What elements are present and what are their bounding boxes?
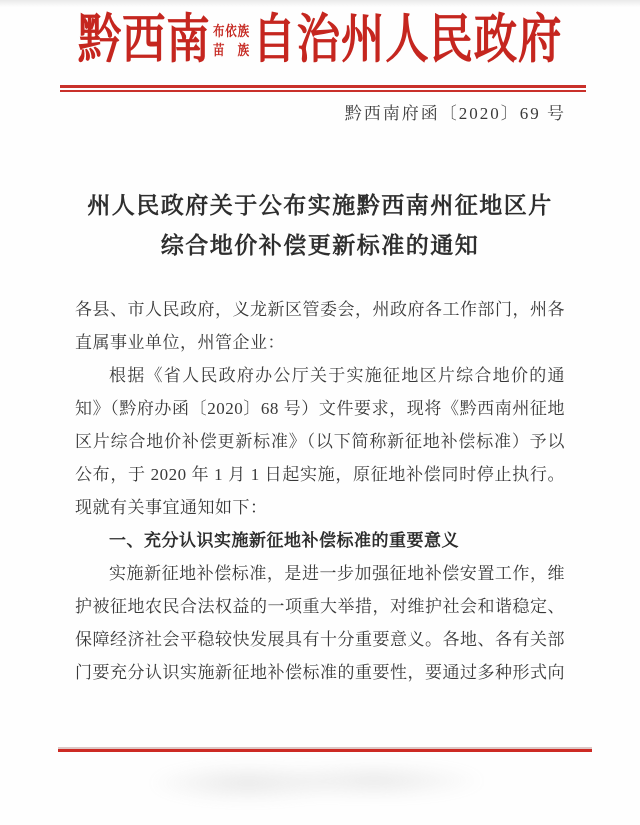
page-bleed-artifact [140,760,500,806]
footer-rule-line [58,749,592,752]
salutation: 各县、市人民政府，义龙新区管委会，州政府各工作部门，州各直属事业单位，州管企业： [75,300,565,352]
paragraph-significance: 实施新征地补偿标准，是进一步加强征地补偿安置工作，维护被征地农民合法权益的一项重大举措，对维护社会和谐稳定、保障经济社会平稳较快发展具有十分重要意义。各地、各有关部门要充分认识实施新征地补偿标准的重要性，要通过多种形式向 [75,564,565,682]
letterhead-double-rule [60,85,586,92]
footer-rule [58,747,592,752]
paragraph-basis: 根据《省人民政府办公厅关于实施征地区片综合地价的通知》（黔府办函〔2020〕68 号）文件要求，现将《黔西南州征地区片综合地价补偿更新标准》（以下简称新征地补偿标准）予以公布，于 2020 年 1 月 1 日起实施，原征地补偿同时停止执行。现就有关事宜通知如下： [75,366,565,517]
letterhead-prefix: 黔西南 [77,11,211,69]
letterhead-ethnic-line2: 苗 族 [212,44,250,59]
doc-title-line1: 州人民政府关于公布实施黔西南州征地区片 [87,193,553,218]
letterhead-ethnic-line1: 布依族 [212,25,250,40]
gov-letterhead [58,6,583,74]
doc-title [0,186,640,266]
letterhead-suffix: 自治州人民政府 [252,11,563,69]
rule-thin-line [60,90,586,92]
doc-number: 黔西南府函〔2020〕69 号 [344,104,566,123]
letterhead-ethnic-names [213,19,250,61]
doc-title-line2: 综合地价补偿更新标准的通知 [160,233,480,258]
section-1-heading: 一、充分认识实施新征地补偿标准的重要意义 [109,531,459,550]
doc-body [75,293,565,747]
